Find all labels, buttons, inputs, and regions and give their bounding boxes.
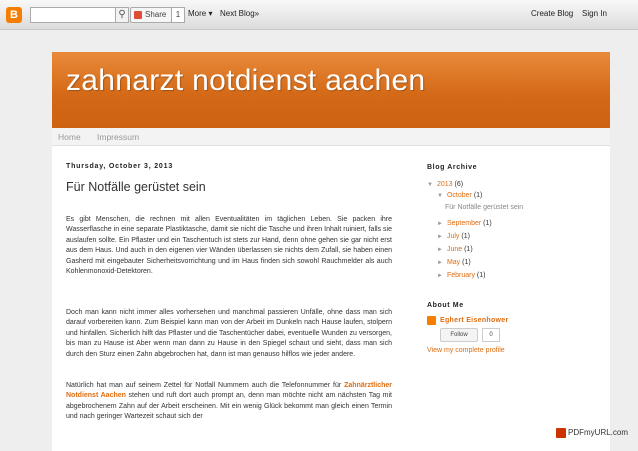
expand-right-icon[interactable]: ►	[437, 273, 443, 279]
archive-post-title[interactable]: Für Notfälle gerüstet sein	[445, 204, 524, 211]
archive-month-june[interactable]	[437, 246, 473, 253]
expand-right-icon[interactable]: ►	[437, 221, 443, 227]
pdf-icon	[556, 428, 566, 438]
search-icon[interactable]: ⚲	[115, 7, 129, 23]
archive-october-count: (1)	[473, 192, 483, 199]
about-me-heading: About Me	[427, 302, 464, 309]
follow-button[interactable]: Follow	[440, 328, 478, 342]
archive-october-link[interactable]: October	[446, 192, 472, 199]
follower-count: 0	[482, 328, 500, 342]
expand-right-icon[interactable]: ►	[437, 260, 443, 266]
archive-october[interactable]	[437, 192, 482, 199]
archive-post-link[interactable]	[445, 204, 523, 211]
month-count: (1)	[464, 246, 473, 253]
expand-down-icon[interactable]: ▼	[437, 193, 443, 199]
search-input[interactable]	[30, 7, 118, 23]
month-link[interactable]: July	[446, 233, 460, 240]
month-link[interactable]: May	[446, 259, 461, 266]
archive-year-link[interactable]: 2013	[436, 181, 453, 188]
archive-month-july[interactable]	[437, 233, 470, 240]
pdfmyurl-badge[interactable]: PDFmyURL.com	[568, 428, 629, 437]
notdienst-link[interactable]: Zahnärztlicher Notdienst Aachen	[66, 382, 392, 400]
next-blog-link[interactable]: Next Blog»	[220, 9, 260, 18]
blogger-profile-icon	[427, 316, 436, 325]
archive-month-february[interactable]	[437, 272, 485, 279]
month-link[interactable]: June	[446, 246, 463, 253]
expand-right-icon[interactable]: ►	[437, 247, 443, 253]
expand-down-icon[interactable]: ▼	[427, 182, 433, 188]
post-paragraph-1: Es gibt Menschen, die rechnen mit allen Eventualitäten im täglichen Leben. Sie packen ihre Wasserflasche in eine separate Plastiktasche, damit sie nicht die Tasche und ihren Inhalt ruiniert, falls sie auslaufen sollte. Ein Pflaster und ein Taschentuch ist stets zur Hand, denn ohne gehen sie gar nicht erst aus dem Haus. Und auch in den eigenen vier Wänden überlassen sie nichts dem Zufall, sie haben einen Gasherd mit eingebauter Sicherheitsvorrichtung und im Haus finden sich sowohl Rauchmelder als auch Kohlenmonoxid-Detektoren.	[66, 216, 392, 276]
archive-year[interactable]	[427, 181, 463, 188]
share-count: 1	[171, 7, 185, 23]
post-paragraph-3	[66, 381, 392, 423]
blog-title[interactable]: zahnarzt notdienst aachen	[66, 64, 426, 97]
view-profile-link[interactable]: View my complete profile	[427, 347, 505, 354]
more-menu[interactable]: More ▾	[188, 9, 213, 18]
post-date: Thursday, October 3, 2013	[66, 163, 174, 170]
page-tabs	[52, 128, 610, 146]
blog-header	[52, 52, 610, 128]
month-count: (1)	[476, 272, 486, 279]
post-paragraph-3-end: stehen und ruft dort auch prompt an, denn man möchte nicht am nächsten Tag mit abgebrochenem Zahn auf der Arbeit erscheinen. Mit ein wenig Glück bekommt man gleich einen Termin und nach geringer Wartezeit schaut sich der	[66, 392, 393, 421]
profile-name-link[interactable]: Eghert Eisenhower	[440, 317, 509, 324]
google-plus-icon	[134, 11, 142, 19]
post-title[interactable]: Für Notfälle gerüstet sein	[66, 180, 206, 194]
tab-impressum[interactable]: Impressum	[97, 132, 140, 142]
sign-in-link[interactable]: Sign In	[582, 9, 607, 18]
expand-right-icon[interactable]: ►	[437, 234, 443, 240]
month-link[interactable]: February	[446, 272, 475, 279]
share-label: Share	[145, 10, 167, 19]
month-count: (1)	[462, 259, 471, 266]
create-blog-link[interactable]: Create Blog	[531, 9, 574, 18]
blog-archive-heading: Blog Archive	[427, 164, 478, 171]
month-count: (1)	[483, 220, 492, 227]
tab-home[interactable]: Home	[58, 132, 81, 142]
archive-month-may[interactable]	[437, 259, 471, 266]
blogger-logo-icon[interactable]: B	[6, 7, 22, 23]
post-paragraph-2: Doch man kann nicht immer alles vorhersehen und manchmal passieren Unfälle, ohne dass man sich darauf vorbereiten kann. Zum Beispiel kann man von der Arbeit im Dunkeln nach Hause laufen, stolpern und hinfallen. Sicherlich hilft das Pflaster und die Taschentücher dabei, eventuelle Wunden zu versorgen, bis man zu Hause ist Aber wenn man dann zu Hause in den Spiegel schaut und sieht, dass man sich durch den Sturz einen Zahn abgebrochen hat, dann ist man genauso hilflos wie jeder andere.	[66, 309, 392, 358]
blogger-navbar	[0, 0, 638, 30]
month-link[interactable]: September	[446, 220, 482, 227]
month-count: (1)	[461, 233, 470, 240]
archive-year-count: (6)	[454, 181, 464, 188]
post-paragraph-3-start: Natürlich hat man auf seinem Zettel für Notfall Nummern auch die Telefonnummer für	[66, 382, 345, 389]
share-button[interactable]	[130, 7, 172, 23]
archive-month-september[interactable]	[437, 220, 492, 227]
